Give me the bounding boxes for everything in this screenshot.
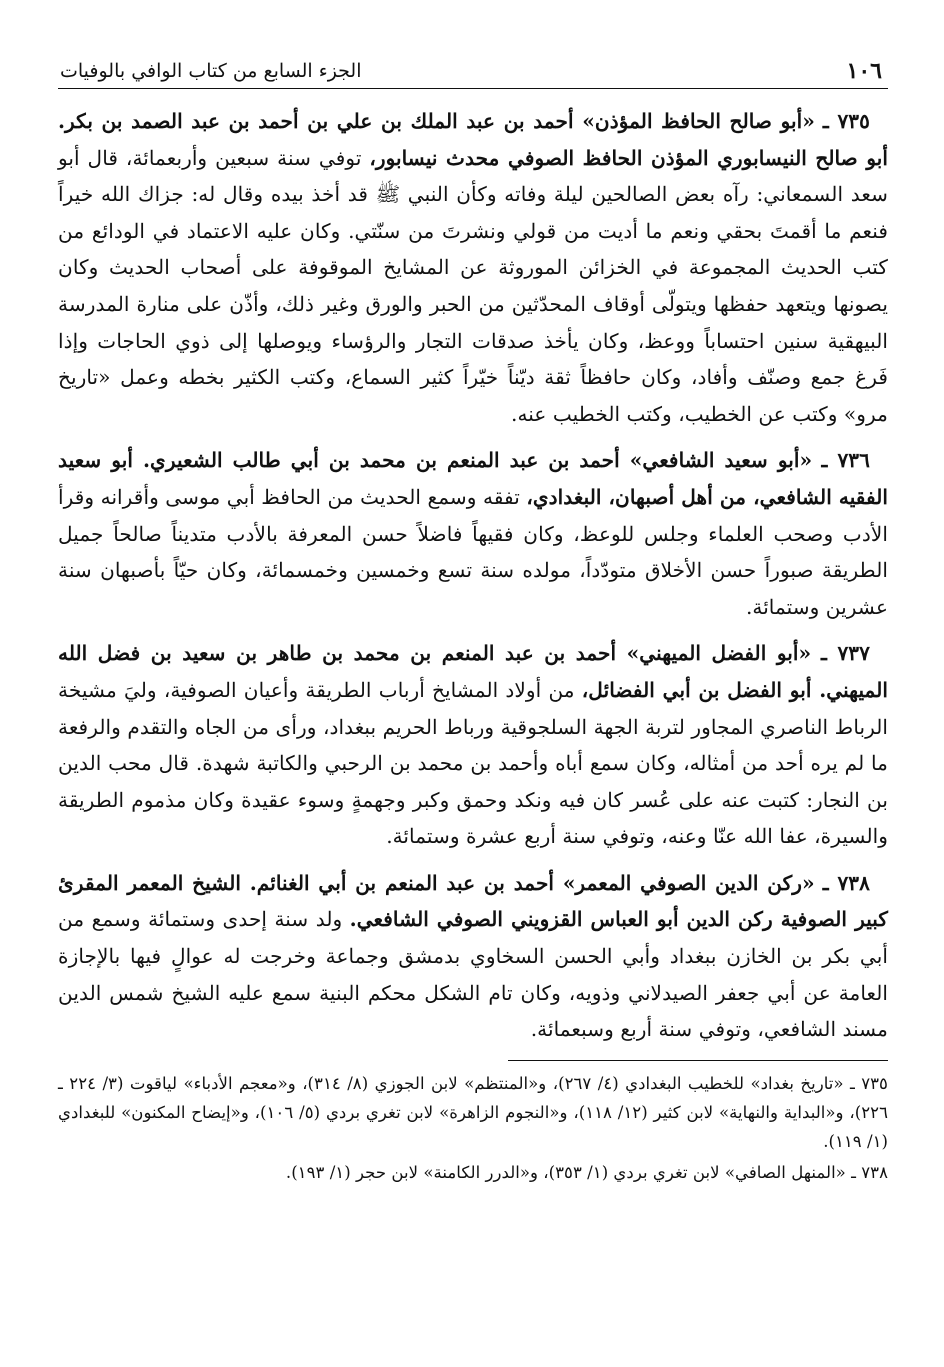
running-title: الجزء السابع من كتاب الوافي بالوفيات	[60, 60, 362, 82]
footnotes	[58, 1069, 888, 1187]
footnote-735: ٧٣٥ ـ «تاريخ بغداد» للخطيب البغدادي (٤/ ٢٦٧)، و«المنتظم» لابن الجوزي (٨/ ٣١٤)، و«معجم الأدباء» لياقوت (٣/ ٢٢٤ ـ ٢٢٦)، و«البداية والنهاية» لابن كثير (١٢/ ١١٨)، و«النجوم الزاهرة» لابن تغري بردي (٥/ ١٠٦)، و«إيضاح المكنون» للبغدادي (١/ ١١٩).	[58, 1073, 888, 1151]
footnote-divider	[508, 1060, 888, 1061]
entry-number: ٧٣٨ ـ	[822, 870, 870, 895]
entry-text: ولد سنة إحدى وستمائة وسمع من أبي بكر بن الخازن ببغداد وأبي الحسن السخاوي بدمشق وجماعة وخرجت له عوالٍ فيها بالإجازة العامة عن أبي جعفر الصيدلاني وذويه، وكان تام الشكل محكم البنية سمع عليه الشيخ شمس الدين مسند الشافعي، وتوفي سنة أربع وسبعمائة.	[58, 907, 888, 1042]
footnote-738: ٧٣٨ ـ «المنهل الصافي» لابن تغري بردي (١/ ٣٥٣)، و«الدرر الكامنة» لابن حجر (١/ ١٩٣).	[285, 1162, 888, 1182]
biography-entry-738	[58, 865, 888, 1048]
entry-text: تفقه وسمع الحديث من الحافظ أبي موسى وأقرانه وقرأ الأدب وصحب العلماء وجلس للوعظ، وكان فقيهاً فاضلاً حسن المعرفة بالأدب متديناً صالحاً جميل الطريقة صبوراً حسن الأخلاق متودّداً، مولده سنة تسع وخمسين وخمسمائة، وكان حيّاً بأصبهان سنة عشرين وستمائة.	[58, 484, 888, 619]
entry-number: ٧٣٥ ـ	[822, 109, 870, 133]
biography-entry-736	[58, 442, 888, 625]
entry-number: ٧٣٦ ـ	[821, 448, 870, 473]
biography-entry-735	[58, 103, 888, 432]
entry-headline: «أبو الفضل الميهني» أحمد بن عبد المنعم بن محمد بن طاهر بن سعيد بن فضل الله الميهني. أبو الفضل بن أبي الفضائل،	[58, 641, 888, 702]
page-number: ١٠٦	[846, 58, 882, 84]
main-text	[58, 103, 888, 1048]
biography-entry-737	[58, 635, 888, 855]
entry-text: من أولاد المشايخ أرباب الطريقة وأعيان الصوفية، وليَ مشيخة الرباط الناصري المجاور لتربة الجهة السلجوقية ورباط الحريم ببغداد، ورأى من الجاه والتقدم والرفعة ما لم يره أحد من أمثاله، وكان سمع أباه وأحمد بن محمد بن الرحبي والكاتبة شهدة. قال محب الدين بن النجار: كتبت عنه على عُسر كان فيه ونكد وحمق وكبر وجهمةٍ وسوء عقيدة وكان مذموم الطريقة والسيرة، عفا الله عنّا وعنه، وتوفي سنة أربع عشرة وستمائة.	[58, 677, 888, 849]
entry-text: توفي سنة سبعين وأربعمائة، قال أبو سعد السمعاني: رآه بعض الصالحين ليلة وفاته وكأن النبي ﷺ قد أخذ بيده وقال له: جزاك الله خيراً فنعم ما أقمتَ بحقي ونعم ما أديت من قولي ونشرتَ من سنّتي. وكان عليه الاعتماد في الودائع من كتب الحديث المجموعة في الخزائن الموروثة عن المشايخ الموقوفة على أصحاب الحديث وكان يصونها ويتعهد حفظها ويتولّى أوقاف المحدّثين من الحبر والورق وغير ذلك، وأذّن على منارة المدرسة البيهقية سنين احتساباً ووعظ، وكان يأخذ صدقات التجار والرؤساء ويوصلها إلى ذوي الحاجات وإذا فَرغ جمع وصنّف وأفاد، وكان حافظاً ثقة ديّناً خيّراً كثير السماع، وكتب الكثير بخطه وعمل «تاريخ مرو» وكتب عن الخطيب، وكتب الخطيب عنه.	[58, 145, 888, 426]
running-header	[58, 40, 888, 84]
entry-headline: «أبو صالح الحافظ المؤذن» أحمد بن عبد الملك بن علي بن أحمد بن عبد الصمد بن بكر. أبو صالح النيسابوري المؤذن الحافظ الصوفي محدث نيسابور،	[58, 109, 888, 170]
book-page	[58, 40, 888, 1340]
header-divider	[58, 88, 888, 89]
entry-headline: «ركن الدين الصوفي المعمر» أحمد بن عبد المنعم بن أبي الغنائم. الشيخ المعمر المقرئ كبير الصوفية ركن الدين أبو العباس القزويني الصوفي الشافعي.	[58, 870, 889, 932]
entry-number: ٧٣٧ ـ	[821, 641, 870, 666]
entry-headline: «أبو سعيد الشافعي» أحمد بن عبد المنعم بن محمد بن أبي طالب الشعيري. أبو سعيد الفقيه الشافعي، من أهل أصبهان، البغدادي،	[58, 448, 888, 509]
